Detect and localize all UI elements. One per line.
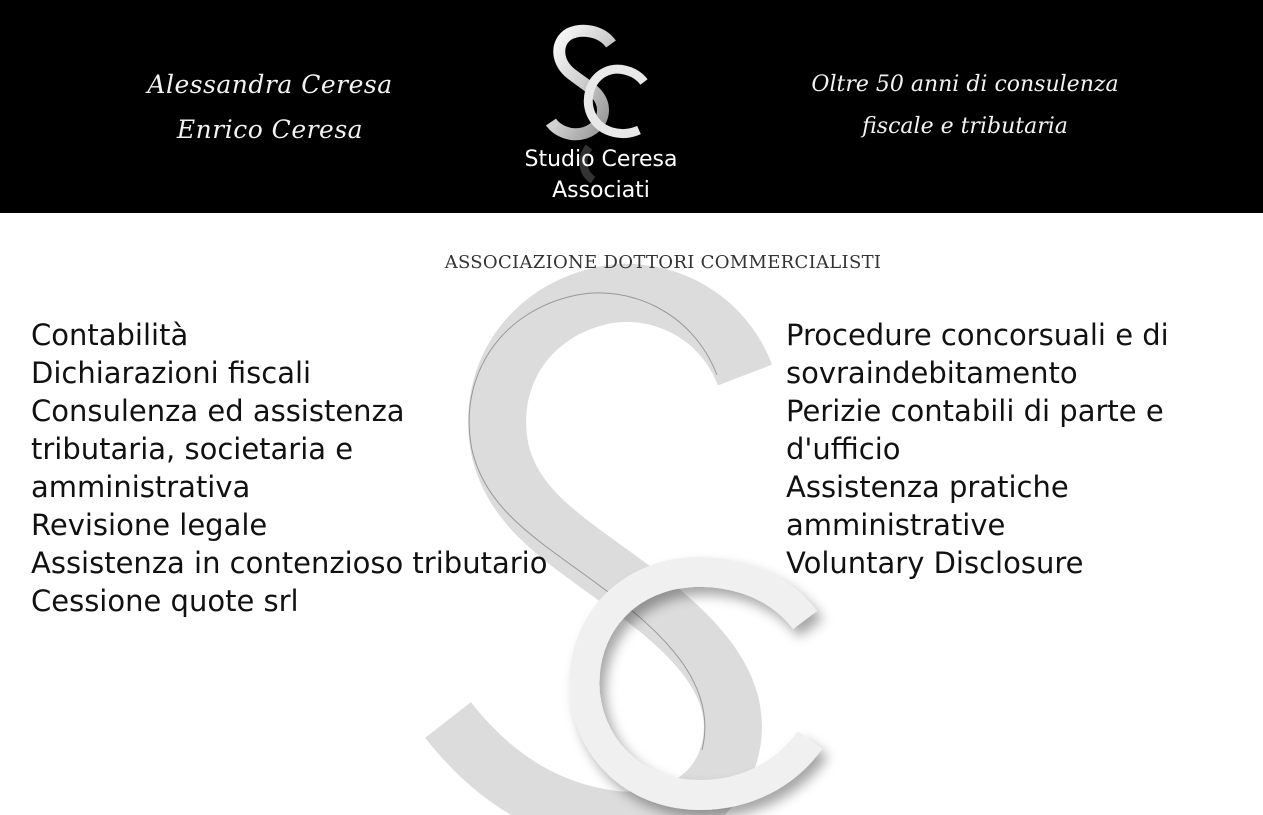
service-item: Contabilità [31,318,189,352]
tagline-line: Oltre 50 anni di consulenza [811,72,1119,97]
partner-name: Alessandra Ceresa [147,70,393,99]
service-item: Voluntary Disclosure [786,546,1084,580]
partner-names [130,62,410,152]
service-item: Revisione legale [31,508,268,542]
service-item: Cessione quote srl [31,584,299,618]
tagline [800,64,1130,148]
studio-name-line2: Associati [552,178,650,203]
services-list-right [786,316,1206,582]
studio-logo[interactable] [501,22,701,212]
studio-name-line1: Studio Ceresa [524,147,678,172]
service-item: Consulenza ed assistenza tributaria, societaria e amministrativa [31,394,405,504]
service-item: Assistenza in contenzioso tributario [31,546,548,580]
service-item: Dichiarazioni fiscali [31,356,312,390]
association-subtitle: ASSOCIAZIONE DOTTORI COMMERCIALISTI [444,252,882,273]
header-banner [0,0,1263,213]
services-list-left [31,316,551,620]
partner-name: Enrico Ceresa [176,115,364,144]
tagline-line: fiscale e tributaria [862,114,1068,139]
service-item: Assistenza pratiche amministrative [786,470,1069,542]
service-item: Perizie contabili di parte e d'ufficio [786,394,1164,466]
service-item: Procedure concorsuali e di sovraindebitamento [786,318,1169,390]
studio-name [501,144,701,206]
